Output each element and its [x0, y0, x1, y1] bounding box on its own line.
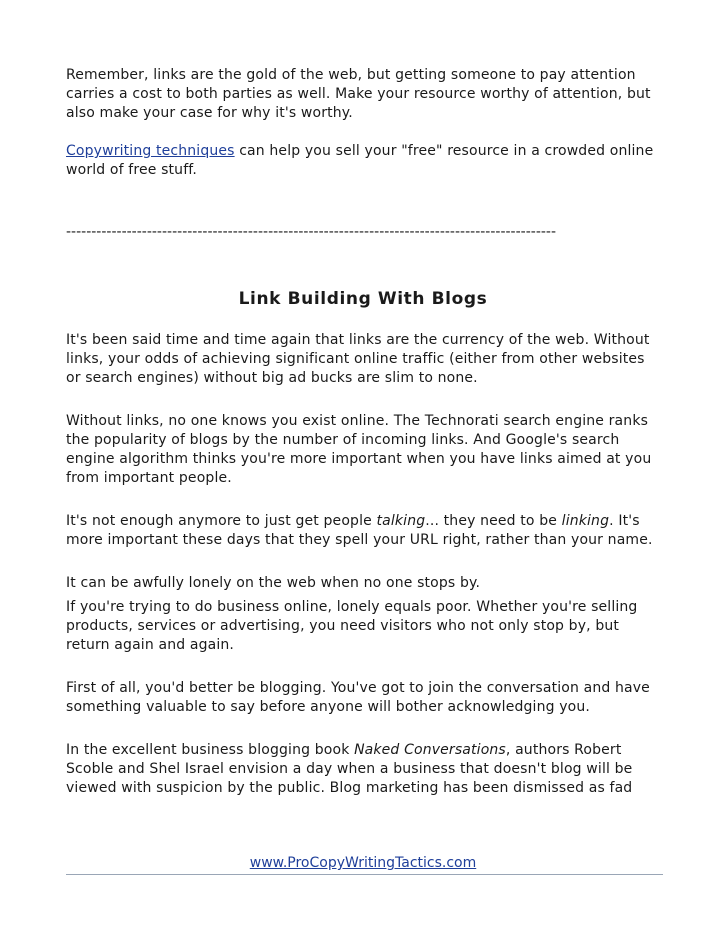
- paragraph-text: , authors Robert Scoble and Shel Israel envision a day when a business that doesn't blog will be viewed with suspicion by the public. Blog marketing has been dismissed as fad: [66, 742, 633, 796]
- paragraph-text: It's been said time and time again that links are the currency of the web. Without links, your odds of achieving significant online traffic (either from other websites or search engines) without big ad bucks are slim to none.: [66, 332, 650, 386]
- paragraph-links-gold: [66, 66, 660, 123]
- paragraph-text: First of all, you'd better be blogging. You've got to join the conversation and have something valuable to say before anyone will bother acknowledging you.: [66, 680, 650, 715]
- footer: [66, 854, 660, 873]
- paragraph-text: ... they need to be: [425, 513, 562, 529]
- paragraph-currency: [66, 331, 660, 388]
- paragraph-text: It can be awfully lonely on the web when no one stops by.: [66, 575, 481, 591]
- emphasis-book-title: Naked Conversations: [354, 742, 506, 758]
- paragraph-lonely: [66, 574, 660, 593]
- paragraph-text: It's not enough anymore to just get people: [66, 513, 377, 529]
- paragraph-text: Without links, no one knows you exist online. The Technorati search engine ranks the popularity of blogs by the number of incoming links. And Google's search engine algorithm thinks you're more important when you have links aimed at you from important people.: [66, 413, 652, 486]
- dashed-divider: -------------------------------------------------------------------------------------------------: [66, 224, 557, 240]
- paragraph-copywriting: [66, 142, 660, 180]
- paragraph-blogging: [66, 679, 660, 717]
- emphasis-talking: talking: [376, 513, 426, 529]
- copywriting-techniques-link[interactable]: Copywriting techniques: [66, 143, 235, 159]
- paragraph-text: If you're trying to do business online, lonely equals poor. Whether you're selling products, services or advertising, you need visitors who not only stop by, but return again and again.: [66, 599, 638, 653]
- footer-rule: [66, 874, 663, 875]
- footer-website-link[interactable]: www.ProCopyWritingTactics.com: [249, 855, 477, 871]
- document-page: [66, 66, 660, 798]
- emphasis-linking: linking: [561, 513, 610, 529]
- paragraph-text: . It's more important these days that they spell your URL right, rather than your name.: [66, 513, 653, 548]
- paragraph-business-online: [66, 598, 660, 655]
- paragraph-text: can help you sell your "free" resource in a crowded online world of free stuff.: [66, 143, 654, 178]
- section-title: Link Building With Blogs: [238, 289, 488, 309]
- paragraph-text: Remember, links are the gold of the web, but getting someone to pay attention carries a cost to both parties as well. Make your resource worthy of attention, but also make your case for why it's worthy.: [66, 67, 651, 121]
- paragraph-naked-conversations: [66, 741, 660, 798]
- paragraph-technorati: [66, 412, 660, 488]
- paragraph-talking-linking: [66, 512, 660, 550]
- paragraph-text: In the excellent business blogging book: [66, 742, 355, 758]
